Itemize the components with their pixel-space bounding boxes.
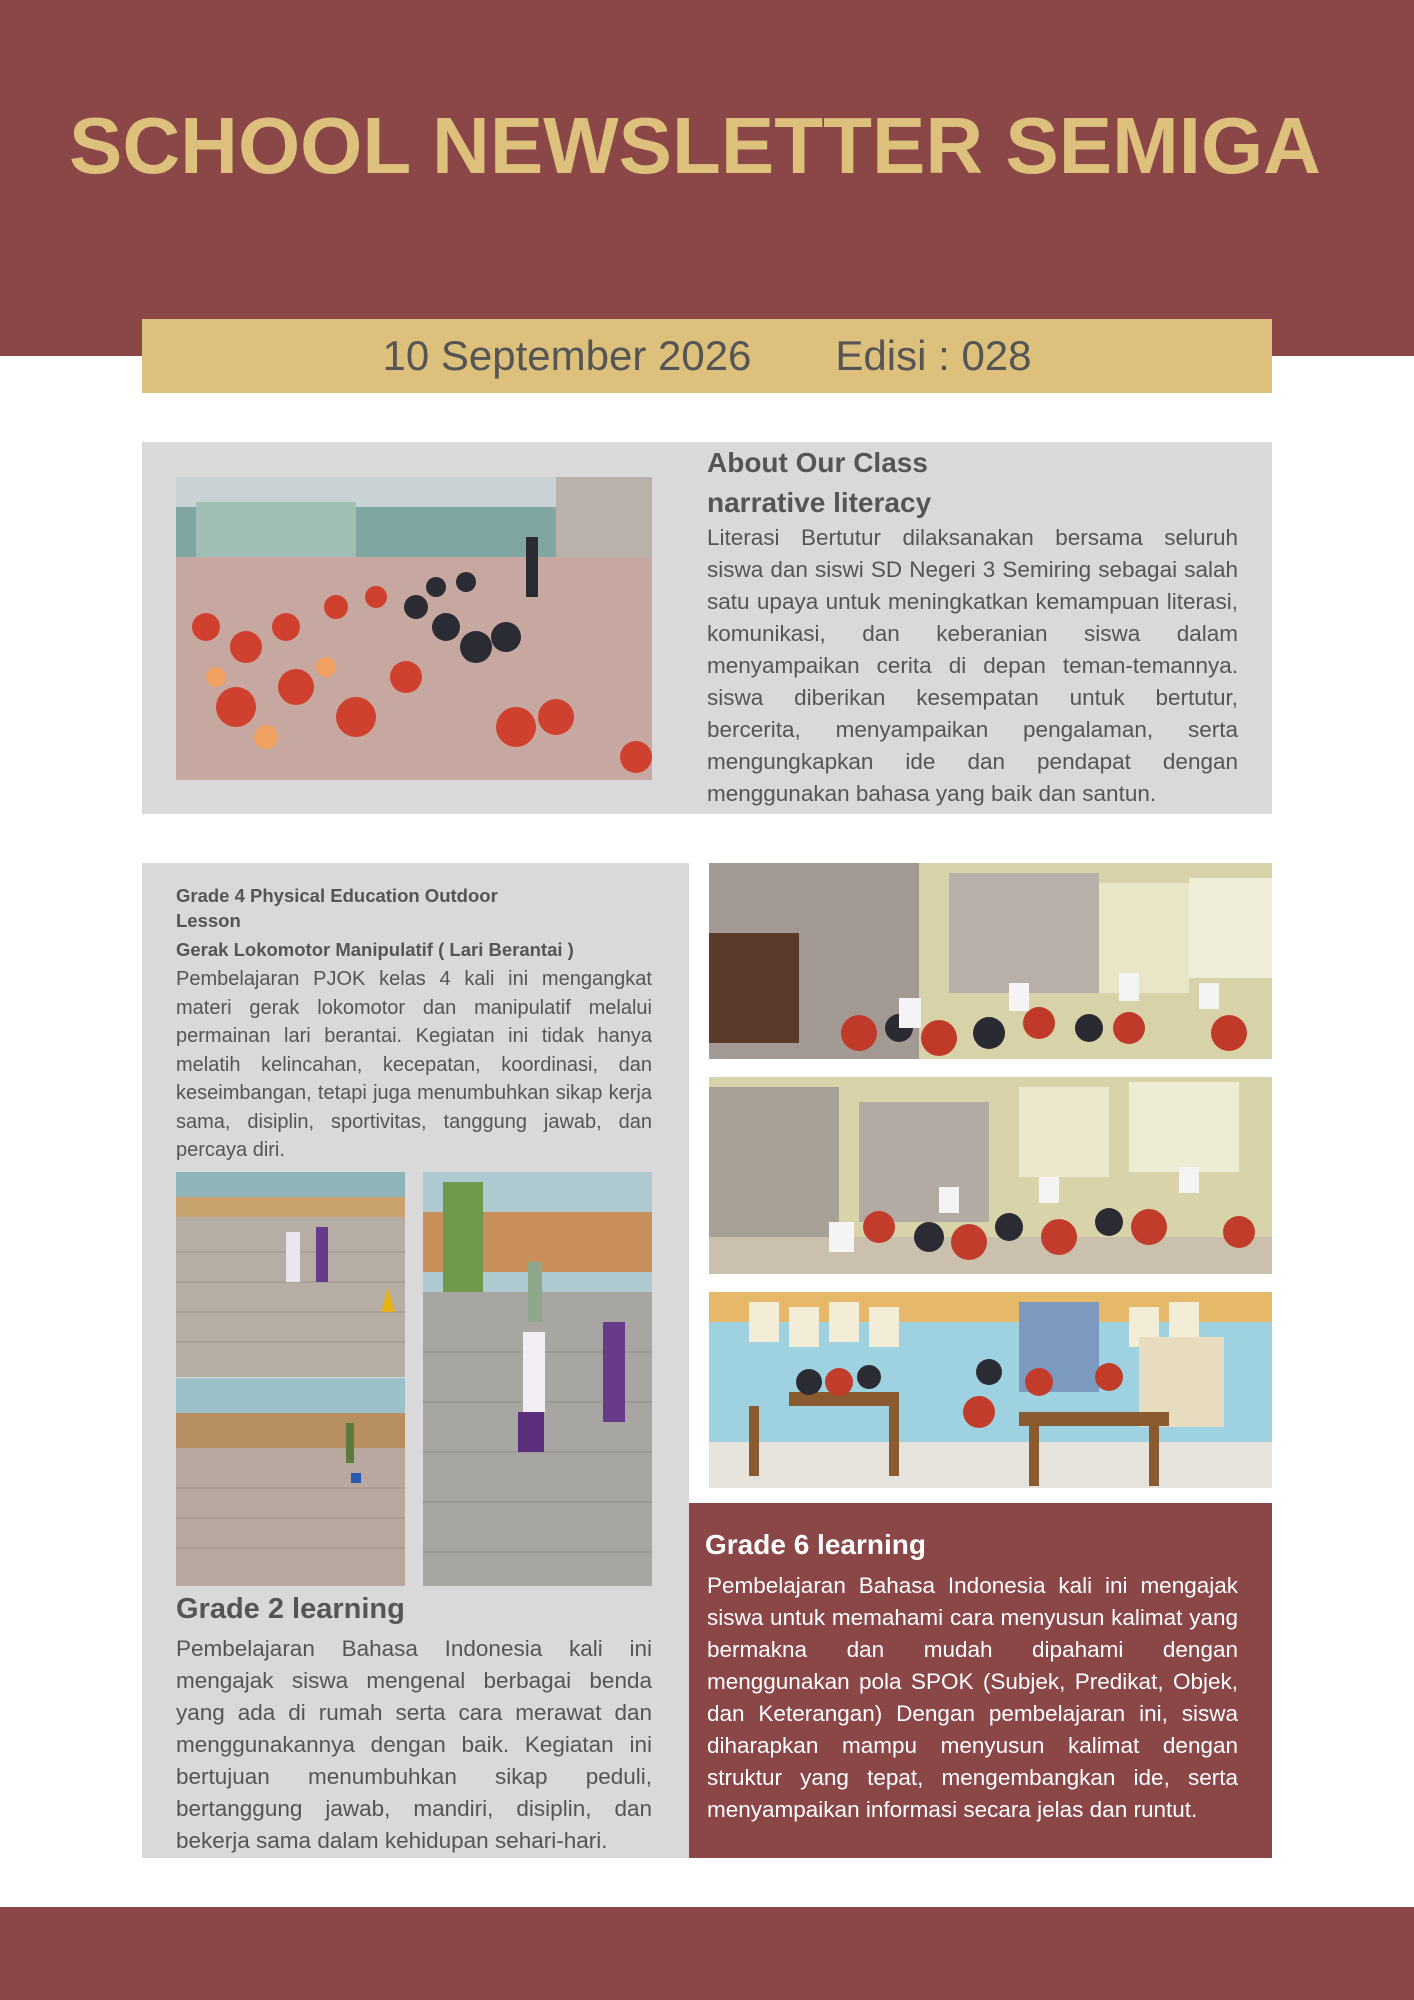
edition-number: Edisi : 028: [835, 332, 1032, 379]
grade2-body-text: Pembelajaran Bahasa Indonesia kali ini mengajak siswa mengenal berbagai benda yang ada di rumah serta cara merawat dan menggunakannya dengan baik. Kegiatan ini bertujuan menumbuhkan sikap peduli, bertanggung jawab, mandiri, disiplin, dan bekerja sama dalam kehidupan sehari-hari.: [176, 1636, 652, 1853]
pe-activity-photo: [176, 1378, 405, 1586]
footer-band: [0, 1907, 1414, 2000]
pe-activity-photo: [423, 1172, 652, 1586]
grade6-heading: Grade 6 learning: [705, 1529, 926, 1560]
grade2-heading: Grade 2 learning: [176, 1593, 405, 1625]
classroom-photo: [709, 1292, 1272, 1488]
about-subheading: narrative literacy: [707, 487, 932, 518]
date-edition-bar: [142, 319, 1272, 393]
grade6-body-text: Pembelajaran Bahasa Indonesia kali ini mengajak siswa untuk memahami cara menyusun kalimat yang bermakna dan mudah dipahami dengan menggunakan pola SPOK (Subjek, Predikat, Objek, dan Keterangan) Dengan pembelajaran ini, siswa diharapkan mampu menyusun kalimat dengan struktur yang tepat, mengembangkan ide, serta menyampaikan informasi secara jelas dan runtut.: [707, 1573, 1238, 1822]
about-heading: About Our Class: [707, 447, 928, 478]
pe-activity-photo: [176, 1172, 405, 1377]
about-body-text: Literasi Bertutur dilaksanakan bersama seluruh siswa dan siswi SD Negeri 3 Semiring sebagai salah satu upaya untuk meningkatkan kemampuan literasi, komunikasi, dan keberanian siswa dalam menyampaikan cerita di depan teman-temannya. siswa diberikan kesempatan untuk bertutur, bercerita, menyampaikan pengalaman, serta mengungkapkan ide dan pendapat dengan menggunakan bahasa yang baik dan santun.: [707, 525, 1238, 806]
newsletter-title: SCHOOL NEWSLETTER SEMIGA: [69, 101, 1321, 190]
classroom-photo: [709, 863, 1272, 1059]
pe-subheading: Gerak Lokomotor Manipulatif ( Lari Berantai ): [176, 939, 574, 960]
pe-body-text: Pembelajaran PJOK kelas 4 kali ini mengangkat materi gerak lokomotor dan manipulatif melalui permainan lari berantai. Kegiatan ini tidak hanya melatih kelincahan, kecepatan, koordinasi, dan keseimbangan, tetapi juga menumbuhkan sikap kerja sama, disiplin, sportivitas, tanggung jawab, dan percaya diri.: [176, 968, 652, 1161]
classroom-photo: [709, 1077, 1272, 1274]
literacy-activity-photo: [176, 477, 652, 780]
issue-date: 10 September 2026: [382, 332, 752, 379]
pe-heading: Grade 4 Physical Education Outdoor Lesson: [176, 885, 498, 931]
